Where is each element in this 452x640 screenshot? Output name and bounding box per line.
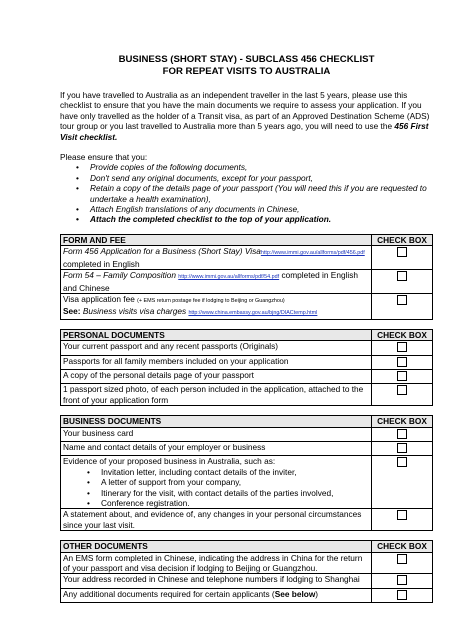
- check-box-header: CHECK BOX: [372, 234, 433, 245]
- title-line-2: FOR REPEAT VISITS TO AUSTRALIA: [162, 66, 331, 77]
- row-text: An EMS form completed in Chinese, indicating the address in China for the return of your passport and visa decision if lodging to Beijing or Guangzhou.: [61, 552, 372, 574]
- list-item: • Retain a copy of the details page of your passport (You will need this if you are requested to undertake a health examination),: [90, 183, 433, 204]
- intro-text: If you have travelled to Australia as an independent traveller in the last 5 years, please use this checklist to ensure that you have the main documents we require to assess your application. If you have only travelled as the holder of a Transit visa, as part of an Approved Destination Scheme (ADS) tour group or you last travelled to Australia more than 5 years ago, you will need to use the: [60, 90, 430, 132]
- document-title: [60, 54, 433, 78]
- form-54-link[interactable]: http://www.immi.gov.au/allforms/pdf/54.pdf: [178, 274, 280, 281]
- business-header: BUSINESS DOCUMENTS: [61, 416, 372, 427]
- list-item: • Itinerary for the visit, with contact details of the parties involved,: [101, 488, 369, 498]
- checkbox[interactable]: [397, 247, 407, 257]
- check-box-header: CHECK BOX: [372, 416, 433, 427]
- other-header: OTHER DOCUMENTS: [61, 541, 372, 552]
- checkbox[interactable]: [397, 357, 407, 367]
- form-456-label: Form 456 Application for a Business (Short Stay) Visa: [63, 246, 261, 257]
- row-text: Any additional documents required for certain applicants (: [63, 588, 275, 599]
- checklist-page: [60, 54, 433, 603]
- form-fee-table: [60, 234, 433, 320]
- form-54-tail: completed in English and Chinese: [63, 270, 359, 293]
- title-line-1: BUSINESS (SHORT STAY) - SUBCLASS 456 CHECKLIST: [118, 54, 375, 65]
- business-documents-table: [60, 415, 433, 531]
- fee-label: Visa application fee: [63, 293, 138, 304]
- fee-note: (+ EMS return postage fee if lodging to Beijing or Guangzhou): [137, 297, 285, 304]
- checkbox[interactable]: [397, 429, 407, 439]
- table-row: [61, 427, 433, 441]
- checkbox[interactable]: [397, 590, 407, 600]
- evidence-list: [63, 467, 369, 509]
- row-text-end: ): [315, 588, 319, 599]
- ensure-label: Please ensure that you:: [60, 152, 148, 163]
- list-item: • Provide copies of the following documents,: [90, 162, 433, 172]
- list-item: • Attach English translations of any documents in Chinese,: [90, 204, 433, 214]
- other-documents-table: [60, 540, 433, 603]
- row-text: Your current passport and any recent passports (Originals): [61, 341, 372, 355]
- list-item: • Don't send any original documents, except for your passport,: [90, 173, 433, 183]
- form-fee-header: FORM AND FEE: [61, 234, 372, 245]
- list-item: • Conference registration.: [101, 498, 369, 508]
- check-box-header: CHECK BOX: [372, 541, 433, 552]
- table-row: [61, 588, 433, 602]
- table-row: [61, 574, 433, 588]
- row-text: Name and contact details of your employer or business: [61, 441, 372, 455]
- checkbox[interactable]: [397, 371, 407, 381]
- row-text: Evidence of your proposed business in Australia, such as:: [63, 456, 276, 467]
- intro-checklist-ref: 456 First Visit checklist.: [60, 121, 429, 142]
- list-item: • Attach the completed checklist to the top of your application.: [90, 214, 433, 224]
- table-row: [61, 509, 433, 531]
- table-row: [61, 246, 433, 270]
- row-text: Passports for all family members included on your application: [61, 355, 372, 369]
- form-456-tail: completed in English: [63, 258, 140, 269]
- personal-header: PERSONAL DOCUMENTS: [61, 329, 372, 340]
- intro-paragraph: [60, 90, 433, 142]
- checkbox[interactable]: [397, 295, 407, 305]
- form-456-link[interactable]: http://www.immi.gov.au/allforms/pdf/456.pdf: [260, 250, 365, 257]
- checkbox[interactable]: [397, 271, 407, 281]
- table-row: [61, 441, 433, 455]
- list-item: • A letter of support from your company,: [101, 477, 369, 487]
- list-item: • Invitation letter, including contact details of the inviter,: [101, 467, 369, 477]
- checkbox[interactable]: [397, 385, 407, 395]
- table-row: [61, 293, 433, 319]
- checkbox[interactable]: [397, 457, 407, 467]
- table-row: [61, 552, 433, 574]
- row-text: A statement about, and evidence of, any changes in your personal circumstances since your last visit.: [61, 509, 372, 531]
- instruction-list: [60, 162, 433, 224]
- table-row: [61, 456, 433, 509]
- checkbox[interactable]: [397, 510, 407, 520]
- check-box-header: CHECK BOX: [372, 329, 433, 340]
- checkbox[interactable]: [397, 575, 407, 585]
- row-text: 1 passport sized photo, of each person included in the application, attached to the front of your application form: [61, 384, 372, 406]
- row-text: Your business card: [61, 427, 372, 441]
- row-text: Your address recorded in Chinese and telephone numbers if lodging to Shanghai: [61, 574, 372, 588]
- table-row: [61, 369, 433, 383]
- checkbox[interactable]: [397, 443, 407, 453]
- table-row: [61, 270, 433, 294]
- checkbox[interactable]: [397, 554, 407, 564]
- row-text: A copy of the personal details page of your passport: [61, 369, 372, 383]
- table-row: [61, 384, 433, 406]
- table-row: [61, 355, 433, 369]
- see-below-label: See below: [274, 588, 316, 599]
- form-54-label: Form 54 – Family Composition: [63, 270, 176, 281]
- checkbox[interactable]: [397, 342, 407, 352]
- table-row: [61, 341, 433, 355]
- charges-label: Business visits visa charges: [80, 306, 189, 317]
- charges-link[interactable]: http://www.china.embassy.gov.au/bjng/DIACtemp.html: [188, 310, 318, 317]
- personal-documents-table: [60, 329, 433, 406]
- see-label: See:: [63, 306, 81, 317]
